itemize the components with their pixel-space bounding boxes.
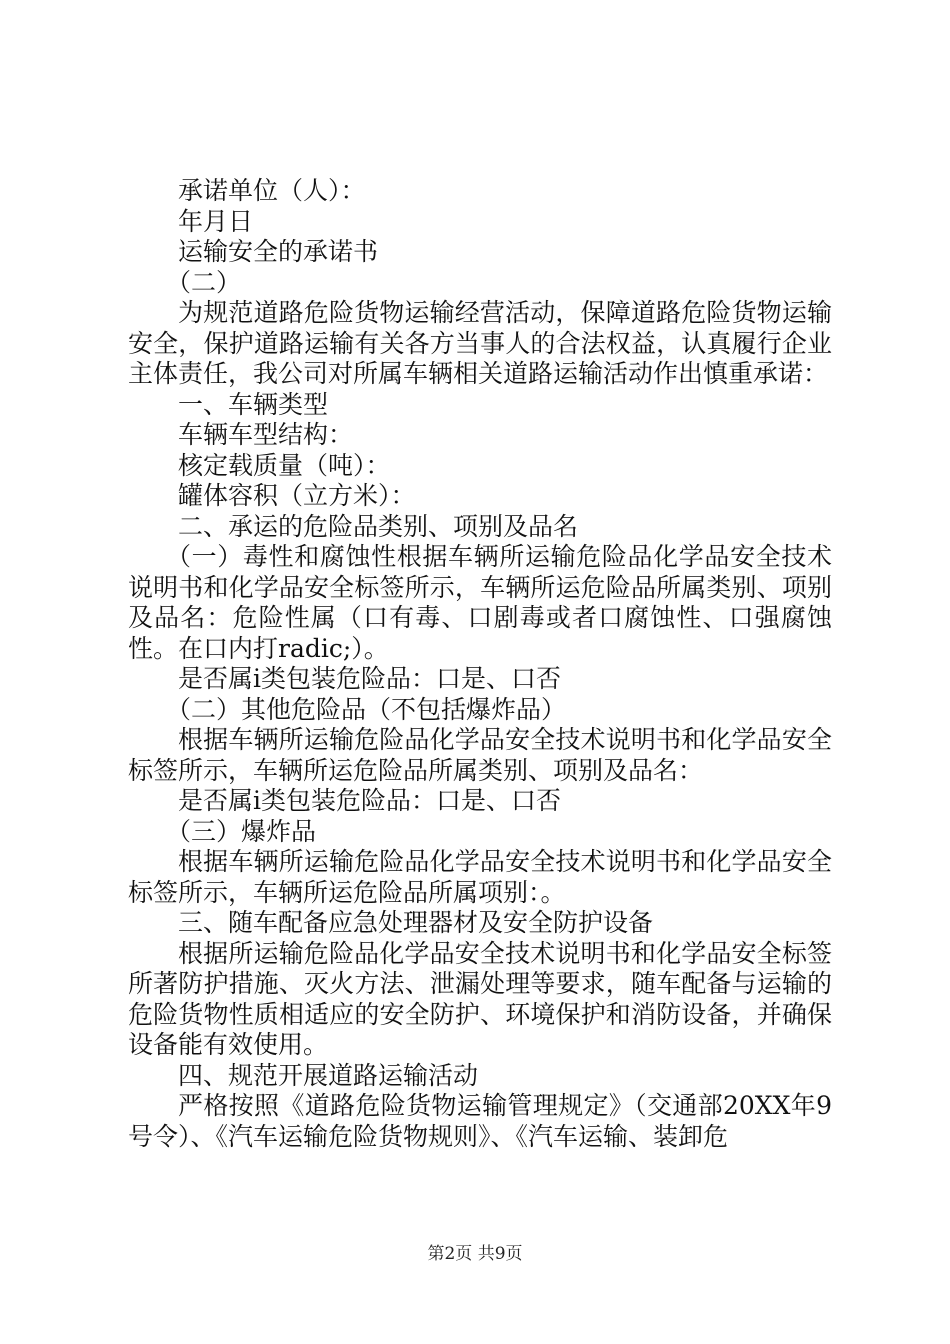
- paragraph-regulations: 严格按照《道路危险货物运输管理规定》（交通部20XX年9号令）、《汽车运输危险货物规则》、《汽车运输、装卸危: [128, 1091, 832, 1151]
- paragraph-section-number: （二）: [166, 267, 242, 297]
- field-packaging-class-2: 是否属ⅰ类包装危险品：口是、口否: [178, 786, 561, 815]
- paragraph-other-goods-desc: 根据车辆所运输危险品化学品安全技术说明书和化学品安全标签所示，车辆所运危险品所属类别、项别及品名：: [128, 725, 832, 785]
- heading-standard-operations: 四、规范开展道路运输活动: [178, 1060, 479, 1090]
- paragraph-toxic-corrosive: （一）毒性和腐蚀性根据车辆所运输危险品化学品安全技术说明书和化学品安全标签所示，车辆所运危险品所属类别、项别及品名：危险性属（口有毒、口剧毒或者口腐蚀性、口强腐蚀性。在口内打radic;）。: [128, 542, 832, 663]
- heading-emergency-equipment: 三、随车配备应急处理器材及安全防护设备: [178, 908, 654, 937]
- page-number-footer: 第2页 共9页: [427, 1244, 523, 1264]
- heading-other-dangerous-goods: （二）其他危险品（不包括爆炸品）: [166, 694, 567, 724]
- heading-vehicle-type: 一、车辆类型: [178, 389, 329, 419]
- paragraph-title: 运输安全的承诺书: [178, 237, 379, 266]
- heading-dangerous-goods-category: 二、承运的危险品类别、项别及品名: [178, 511, 579, 541]
- paragraph-commitment-unit: 承诺单位（人）：: [178, 176, 366, 205]
- paragraph-intro: 为规范道路危险货物运输经营活动，保障道路危险货物运输安全，保护道路运输有关各方当事人的合法权益，认真履行企业主体责任，我公司对所属车辆相关道路运输活动作出慎重承诺：: [128, 298, 832, 388]
- paragraph-emergency-equipment-desc: 根据所运输危险品化学品安全技术说明书和化学品安全标签所著防护措施、灭火方法、泄漏处理等要求，随车配备与运输的危险货物性质相适应的安全防护、环境保护和消防设备，并确保设备能有效使用。: [128, 938, 832, 1059]
- paragraph-explosives-desc: 根据车辆所运输危险品化学品安全技术说明书和化学品安全标签所示，车辆所运危险品所属项别：。: [128, 847, 832, 907]
- field-tank-volume: 罐体容积（立方米）：: [178, 481, 416, 510]
- heading-explosives: （三）爆炸品: [166, 816, 317, 846]
- field-packaging-class-1: 是否属ⅰ类包装危险品：口是、口否: [178, 664, 561, 693]
- paragraph-date: 年月日: [178, 206, 254, 236]
- field-vehicle-structure: 车辆车型结构：: [178, 420, 354, 449]
- document-body: [128, 176, 832, 1152]
- field-rated-load: 核定载质量（吨）：: [178, 450, 391, 480]
